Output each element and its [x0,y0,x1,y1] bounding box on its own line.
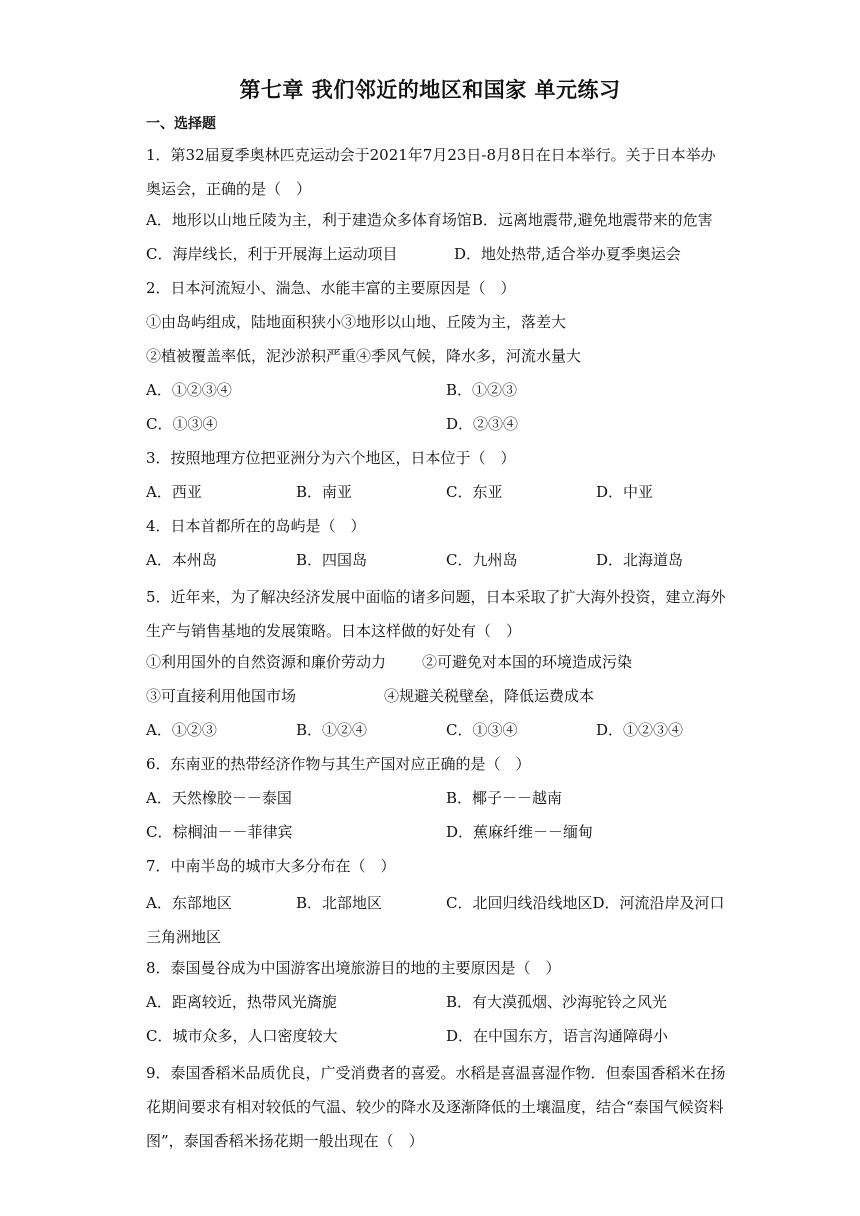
question-5-option-a: A．①②③ [146,721,217,739]
question-5-statement-2: ②可避免对本国的环境造成污染 [422,653,633,671]
question-6-option-d: D．蕉麻纤维－－缅甸 [446,823,594,841]
question-8-options-row-2 [146,1022,726,1056]
question-7-option-d: D．河流沿岸及河口三角洲地区 [146,894,725,946]
question-4-option-b: B．四国岛 [296,551,368,569]
question-4-option-d: D．北海道岛 [596,551,684,569]
question-2-statement-1: ①由岛屿组成，陆地面积狭小③地形以山地、丘陵为主，落差大 [146,313,567,331]
question-5-statements-row-2 [146,682,726,716]
question-5-option-d: D．①②③④ [596,721,684,739]
question-1-stem: 1．第32届夏季奥林匹克运动会于2021年7月23日-8月8日在日本举行。关于日本举办奥运会，正确的是（ ） [146,146,716,198]
question-7-option-c: C．北回归线沿线地区 [446,894,593,912]
question-5-statement-1: ①利用国外的自然资源和廉价劳动力 [146,653,387,671]
question-5-option-b: B．①②④ [296,721,368,739]
question-6-option-c: C．棕榈油－－菲律宾 [146,823,293,841]
question-1-options-row-2 [146,240,726,274]
question-1-option-c: C．海岸线长，利于开展海上运动项目 [146,245,398,263]
question-2-option-d: D．②③④ [446,415,519,433]
question-list [146,138,726,1158]
question-2-options-row-2 [146,410,726,444]
question-2-options-row-1 [146,376,726,410]
question-2-option-b: B．①②③ [446,381,518,399]
question-8-option-b: B．有大漠孤烟、沙海驼铃之风光 [446,993,668,1011]
question-3-option-a: A．西亚 [146,483,202,501]
question-8-options-row-1 [146,988,726,1022]
question-3-stem: 3．按照地理方位把亚洲分为六个地区，日本位于（ ） [146,449,516,467]
question-3-option-b: B．南亚 [296,483,353,501]
question-4-option-c: C．九州岛 [446,551,518,569]
section-heading: 一、选择题 [146,116,216,132]
question-2-option-c: C．①③④ [146,415,218,433]
question-6-options-row-1 [146,784,726,818]
question-5-statement-4: ④规避关税壁垒，降低运费成本 [384,687,595,705]
question-3-option-d: D．中亚 [596,483,654,501]
question-4-option-a: A．本州岛 [146,551,217,569]
question-5-statements-row-1 [146,648,726,682]
question-5-statement-3: ③可直接利用他国市场 [146,687,297,705]
question-7-option-b: B．北部地区 [296,894,383,912]
question-9-stem: 9．泰国香稻米品质优良，广受消费者的喜爱。水稻是喜温喜湿作物．但泰国香稻米在扬花期间要求有相对较低的气温、较少的降水及逐渐降低的土壤温度，结合“泰国气候资料图”，泰国香稻米扬花期一般出现在（ ） [146,1064,726,1150]
question-6-options-row-2 [146,818,726,852]
question-7-option-a: A．东部地区 [146,894,232,912]
question-3-option-c: C．东亚 [446,483,503,501]
question-8-option-a: A．距离较近，热带风光旖旎 [146,993,337,1011]
question-8-option-d: D．在中国东方，语言沟通障碍小 [446,1027,669,1045]
question-7-options [146,886,726,954]
question-5-option-c: C．①③④ [446,721,518,739]
question-8-option-c: C．城市众多，人口密度较大 [146,1027,338,1045]
question-1-option-d: D．地处热带,适合举办夏季奥运会 [454,245,681,263]
question-6-option-b: B．椰子－－越南 [446,789,563,807]
question-1-option-b: B．远离地震带,避免地震带来的危害 [471,211,713,229]
question-5-options [146,716,726,750]
question-1-option-a: A．地形以山地丘陵为主，利于建造众多体育场馆 [146,211,472,229]
question-2-stem: 2．日本河流短小、湍急、水能丰富的主要原因是（ ） [146,279,516,297]
question-4-stem: 4．日本首都所在的岛屿是（ ） [146,517,366,535]
question-4-options [146,546,726,580]
question-2-statement-2: ②植被覆盖率低，泥沙淤积严重④季风气候，降水多，河流水量大 [146,347,582,365]
question-1-options-row-1 [146,206,726,240]
question-6-option-a: A．天然橡胶－－泰国 [146,789,292,807]
question-5-stem: 5．近年来，为了解决经济发展中面临的诸多问题，日本采取了扩大海外投资，建立海外生产与销售基地的发展策略。日本这样做的好处有（ ） [146,588,726,640]
question-2-option-a: A．①②③④ [146,381,232,399]
question-3-options [146,478,726,512]
question-8-stem: 8．泰国曼谷成为中国游客出境旅游目的地的主要原因是（ ） [146,959,561,977]
question-7-stem: 7．中南半岛的城市大多分布在（ ） [146,857,396,875]
question-6-stem: 6．东南亚的热带经济作物与其生产国对应正确的是（ ） [146,755,531,773]
page-title: 第七章 我们邻近的地区和国家 单元练习 [239,78,621,102]
